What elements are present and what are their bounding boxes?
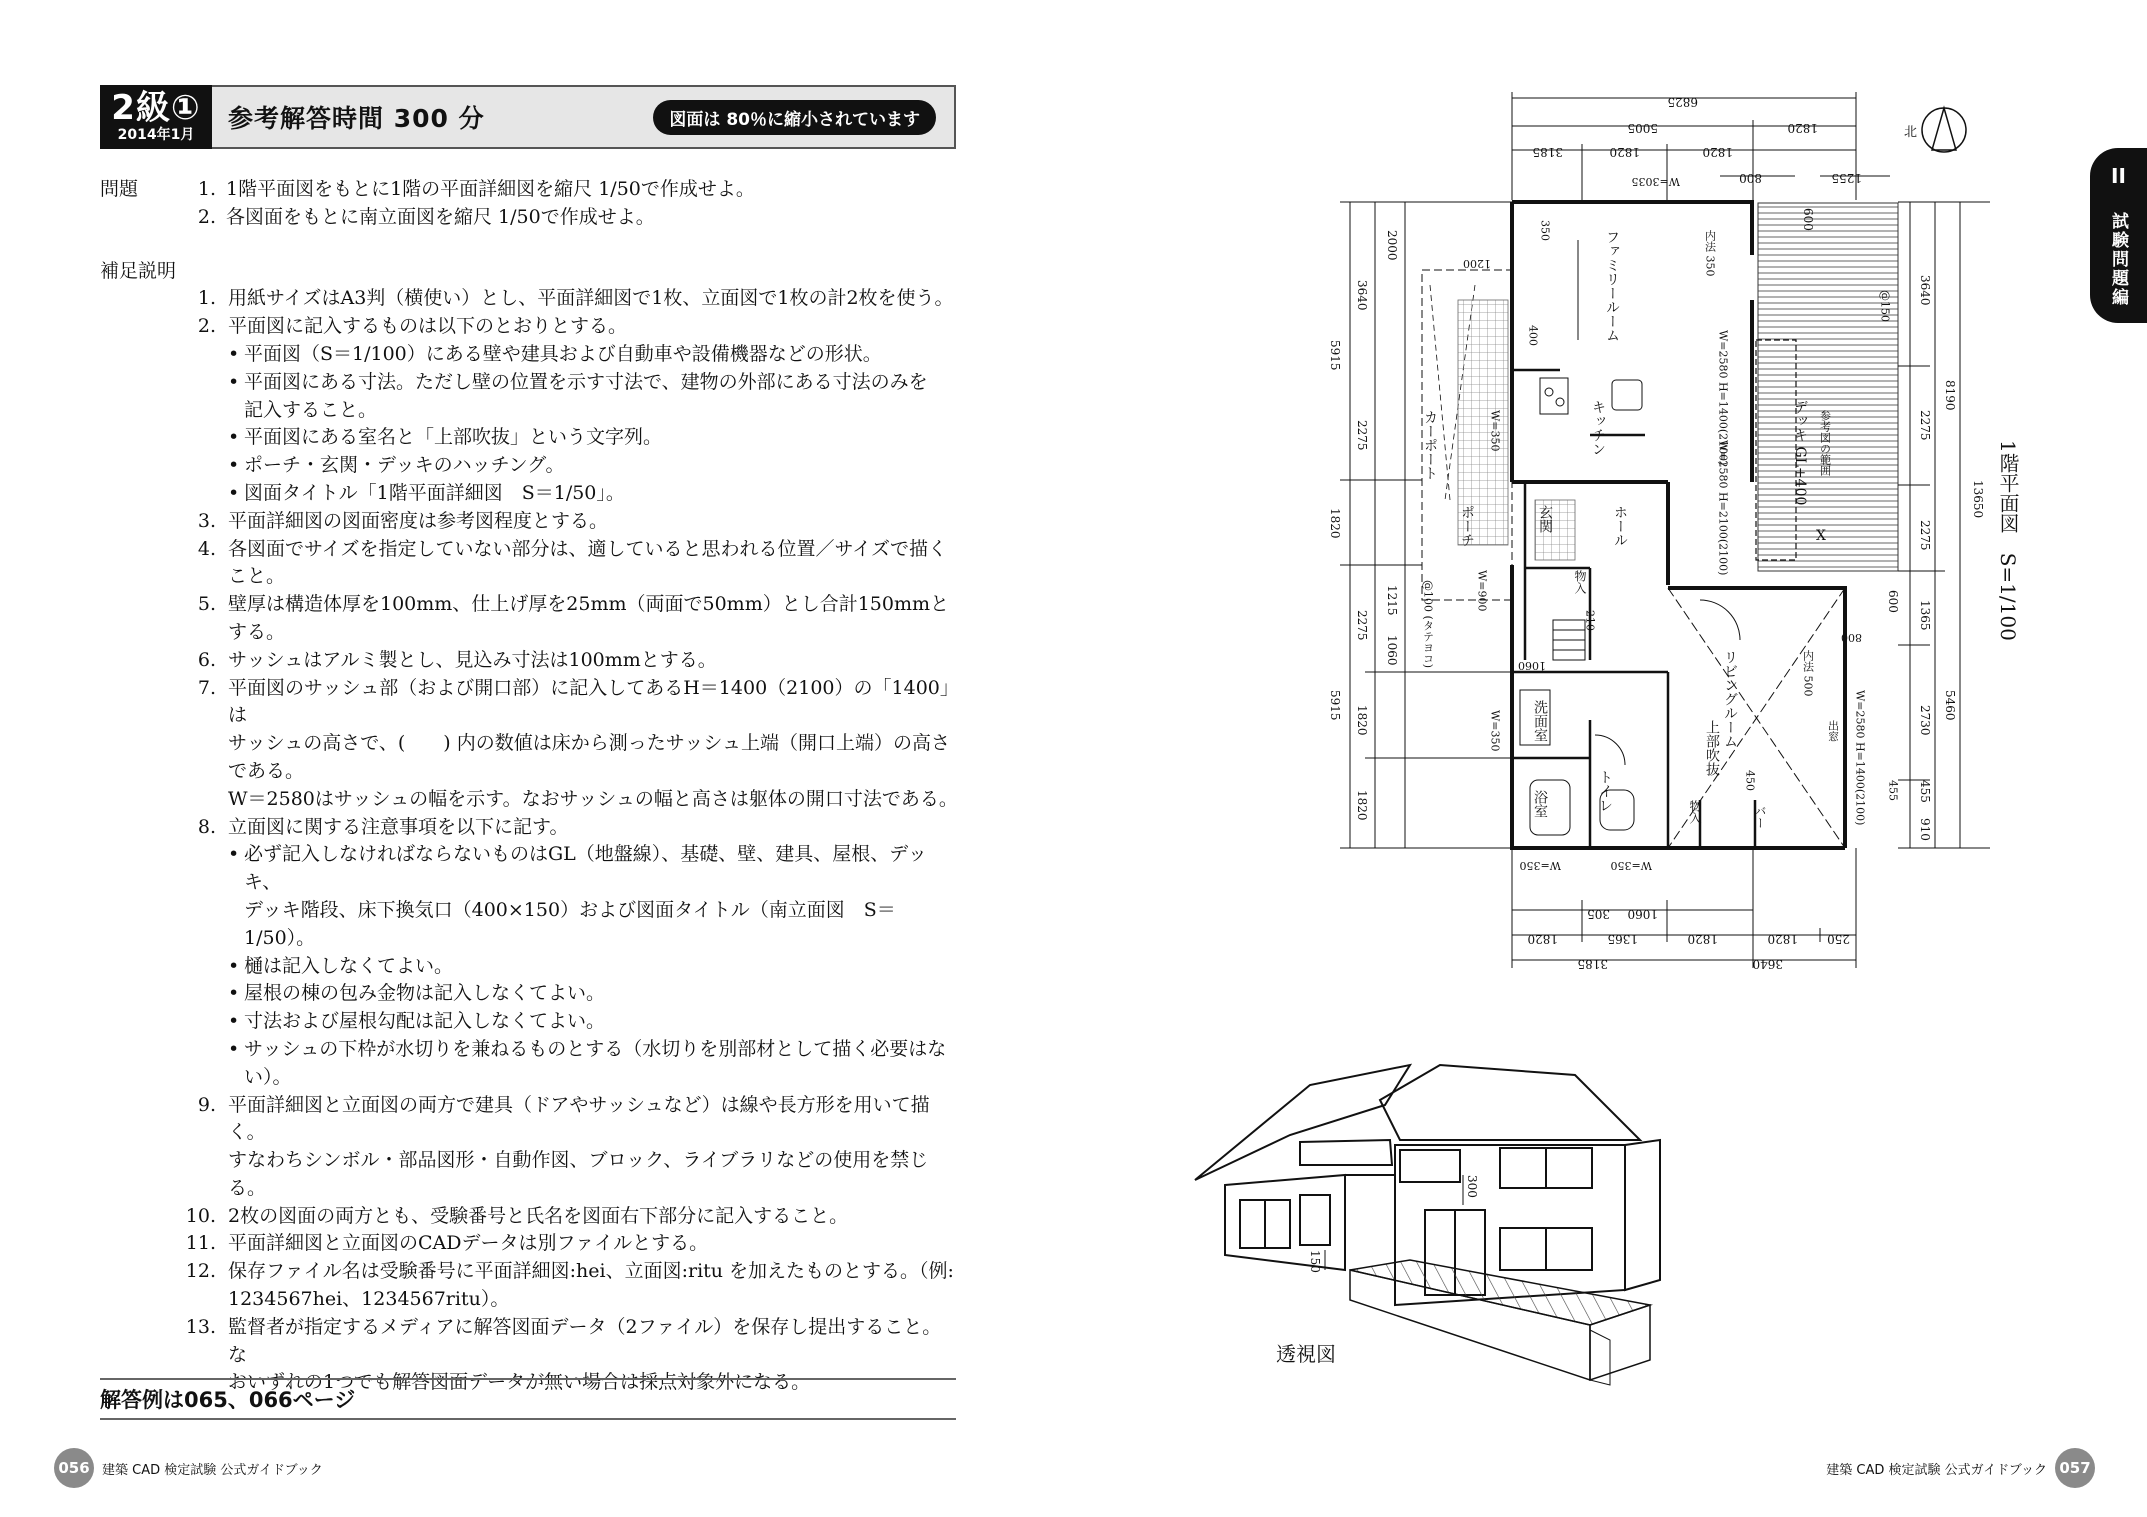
note-bullet: • 図面タイトル「1階平面詳細図 S＝1/50」。: [228, 481, 625, 504]
note-bullet: • 平面図（S＝1/100）にある壁や建具および自動車や設備機器などの形状。: [228, 342, 882, 365]
note-item: 7. 平面図のサッシュ部（および開口部）に記入してあるH＝1400（2100）の「1400」は: [197, 676, 959, 727]
svg-text:1820: 1820: [1787, 121, 1818, 135]
question-label: 問題: [100, 178, 139, 200]
note-cont: すなわちシンボル・部品図形・自動作図、ブロック、ライブラリなどの使用を禁じる。: [228, 1149, 929, 1199]
note-bullet: • 平面図にある寸法。ただし壁の位置を示す寸法で、建物の外部にある寸法のみを: [228, 370, 928, 393]
north-label: 北: [1904, 125, 1918, 140]
svg-text:455: 455: [1886, 780, 1900, 801]
book-title-right: 建築 CAD 検定試験 公式ガイドブック: [1826, 1462, 2047, 1478]
note-bullet: • 必ず記入しなければならないものはGL（地盤線）、基礎、壁、建具、屋根、デッキ、: [228, 843, 927, 894]
svg-text:W=3035: W=3035: [1631, 175, 1680, 188]
note-item: 9. 平面詳細図と立面図の両方で建具（ドアやサッシュなど）は線や長方形を用いて描く。: [197, 1093, 930, 1144]
svg-text:1215: 1215: [1385, 585, 1399, 616]
deck-range-label: 参考図の範囲: [1818, 410, 1832, 476]
svg-text:5460: 5460: [1943, 690, 1957, 721]
svg-text:W=2580 H=1400(2100): W=2580 H=1400(2100): [1853, 690, 1867, 826]
note-item: 8. 立面図に関する注意事項を以下に記す。: [197, 815, 569, 838]
svg-text:1200: 1200: [1463, 257, 1491, 270]
svg-text:450: 450: [1743, 770, 1757, 791]
svg-text:2730: 2730: [1918, 705, 1932, 736]
note-cont: W＝2580はサッシュの幅を示す。なおサッシュの幅と高さは躯体の開口寸法である。: [228, 787, 958, 810]
note-bullet-cont: 記入すること。: [244, 398, 378, 421]
svg-text:W=350: W=350: [1488, 710, 1502, 752]
note-item: 5. 壁厚は構造体厚を100mm、仕上げ厚を25mm（両面で50mm）とし合計150mmと: [197, 593, 950, 616]
exam-date: 2014年1月: [117, 127, 195, 143]
question-number: 2.: [197, 205, 216, 228]
svg-text:800: 800: [1841, 631, 1862, 644]
svg-text:400: 400: [1526, 325, 1540, 346]
svg-text:800: 800: [1739, 171, 1762, 185]
answer-reference: 解答例は065、066ページ: [100, 1378, 956, 1420]
svg-text:3640: 3640: [1918, 275, 1932, 306]
room-family: ファミリールーム: [1604, 230, 1620, 342]
svg-text:W=350: W=350: [1488, 410, 1502, 452]
room-porch: ポーチ: [1459, 505, 1475, 547]
room-storage-1: 物入: [1573, 570, 1587, 594]
svg-text:5005: 5005: [1627, 121, 1658, 135]
svg-text:1820: 1820: [1609, 145, 1640, 159]
level-label: 2級①: [111, 88, 201, 128]
note-bullet: • 平面図にある室名と「上部吹抜」という文字列。: [228, 426, 663, 449]
svg-text:1820: 1820: [1527, 932, 1558, 946]
svg-text:3640: 3640: [1752, 957, 1783, 971]
note-item: 6. サッシュはアルミ製とし、見込み寸法は100mmとする。: [197, 648, 717, 671]
bottom-dim-text: [1527, 907, 1850, 971]
deck-hatch: [1758, 203, 1898, 571]
svg-text:305: 305: [1587, 907, 1610, 921]
svg-text:1820: 1820: [1355, 705, 1369, 736]
svg-text:350: 350: [1538, 220, 1552, 241]
svg-text:@150: @150: [1878, 290, 1892, 322]
note-item: 4. 各図面でサイズを指定していない部分は、適していると思われる位置／サイズで描く: [197, 537, 947, 560]
svg-text:250: 250: [1827, 932, 1850, 946]
room-bath: 浴室: [1532, 790, 1548, 818]
svg-text:13650: 13650: [1971, 480, 1985, 519]
room-kitchen: キッチン: [1590, 400, 1606, 456]
svg-text:2275: 2275: [1918, 410, 1932, 441]
svg-text:W=2580 H=1400(2100): W=2580 H=1400(2100): [1716, 330, 1730, 466]
room-deck: デッキ GL+400: [1792, 400, 1808, 506]
note-bullet-cont: い）。: [244, 1065, 292, 1088]
svg-text:2275: 2275: [1355, 420, 1369, 451]
note-cont: おいずれの1つでも解答図面データが無い場合は採点対象外になる。: [228, 1371, 811, 1394]
svg-text:出窓: 出窓: [1826, 720, 1840, 742]
svg-text:300: 300: [1465, 1175, 1479, 1198]
room-bar: バー: [1753, 805, 1767, 829]
note-bullet: • 寸法および屋根勾配は記入しなくてよい。: [228, 1010, 606, 1033]
room-storage-2: 物入: [1688, 800, 1702, 824]
svg-text:1820: 1820: [1355, 790, 1369, 821]
note-cont: サッシュの高さで、( ) 内の数値は床から測ったサッシュ上端（開口上端）の高さ: [228, 732, 950, 755]
room-void: 上部吹抜: [1704, 720, 1720, 776]
svg-text:3185: 3185: [1577, 957, 1608, 971]
note-item: 10. 2枚の図面の両方とも、受験番号と氏名を図面右下部分に記入すること。: [185, 1204, 849, 1227]
svg-text:W=2580 H=2100(2100): W=2580 H=2100(2100): [1716, 440, 1730, 576]
svg-text:@100 (タテヨコ): @100 (タテヨコ): [1421, 580, 1435, 669]
room-entrance: 玄関: [1537, 505, 1553, 533]
svg-text:1060: 1060: [1385, 635, 1399, 666]
svg-text:910: 910: [1918, 818, 1932, 841]
svg-text:W=350: W=350: [1610, 859, 1652, 872]
svg-text:5915: 5915: [1328, 690, 1342, 721]
page-number-right: 057: [2055, 1448, 2095, 1488]
chapter-label: 試験問題編: [2108, 212, 2128, 307]
svg-text:1820: 1820: [1328, 508, 1342, 539]
page-number-left: 056: [54, 1448, 94, 1488]
svg-text:X: X: [1816, 528, 1826, 544]
bottom-dimensions: [1512, 848, 1856, 968]
svg-text:600: 600: [1886, 590, 1900, 613]
note-item: 2. 平面図に記入するものは以下のとおりとする。: [197, 315, 628, 338]
note-cont: こと。: [228, 565, 286, 588]
room-washroom: 洗面室: [1532, 700, 1548, 742]
note-bullet: • ポーチ・玄関・デッキのハッチング。: [228, 454, 565, 477]
scale-note: 図面は 80％に縮小されています: [653, 100, 936, 135]
note-cont: する。: [228, 620, 286, 643]
svg-text:1365: 1365: [1607, 932, 1638, 946]
svg-text:1060: 1060: [1627, 907, 1658, 921]
svg-text:W=900: W=900: [1475, 570, 1489, 612]
svg-text:2275: 2275: [1918, 520, 1932, 551]
notes-heading: 補足説明: [100, 259, 177, 282]
svg-text:1820: 1820: [1702, 145, 1733, 159]
svg-text:455: 455: [1918, 780, 1932, 803]
svg-text:2275: 2275: [1355, 610, 1369, 641]
north-arrow-icon: [1904, 108, 1966, 152]
svg-text:150: 150: [1308, 1250, 1322, 1273]
note-item: 11. 平面詳細図と立面図のCADデータは別ファイルとする。: [185, 1232, 709, 1255]
room-carport: カーポート: [1422, 410, 1438, 480]
svg-text:8190: 8190: [1943, 380, 1957, 411]
svg-text:1820: 1820: [1767, 932, 1798, 946]
perspective-drawing: [1195, 1065, 1660, 1385]
svg-text:W=350: W=350: [1519, 859, 1561, 872]
svg-text:1255: 1255: [1831, 171, 1862, 185]
perspective-dims: [1308, 1175, 1479, 1273]
svg-text:600: 600: [1801, 208, 1815, 231]
room-living: リビングルーム: [1722, 650, 1738, 748]
room-toilet: トイレ: [1597, 770, 1613, 812]
svg-text:3185: 3185: [1532, 145, 1563, 159]
svg-text:5915: 5915: [1328, 340, 1342, 371]
note-item: 3. 平面詳細図の図面密度は参考図程度とする。: [197, 509, 609, 532]
svg-text:内法 500: 内法 500: [1801, 650, 1815, 697]
note-bullet-cont: デッキ階段、床下換気口（400×150）および図面タイトル（南立面図 S＝1/50）。: [244, 898, 896, 949]
plan-title: 1階平面図 S=1/100: [1996, 440, 2020, 641]
room-hall: ホール: [1612, 505, 1628, 547]
note-bullet: • 樋は記入しなくてよい。: [228, 954, 454, 977]
question-body: 各図面をもとに南立面図を縮尺 1/50で作成せよ。: [226, 205, 655, 228]
reference-time: 参考解答時間 300 分: [228, 104, 485, 133]
note-cont: である。: [228, 759, 305, 782]
svg-text:6825: 6825: [1667, 95, 1698, 109]
note-bullet: • 屋根の棟の包み金物は記入しなくてよい。: [228, 982, 606, 1005]
note-bullet: • サッシュの下枠が水切りを兼ねるものとする（水切りを別部材として描く必要はな: [228, 1037, 947, 1060]
perspective-caption: 透視図: [1276, 1342, 1336, 1366]
svg-text:1060: 1060: [1518, 659, 1546, 672]
svg-text:1365: 1365: [1918, 600, 1932, 631]
chapter-number: II: [2111, 164, 2126, 188]
note-item: 1. 用紙サイズはA3判（横使い）とし、平面詳細図で1枚、立面図で1枚の計2枚を使う。: [197, 287, 954, 310]
svg-text:1820: 1820: [1687, 932, 1718, 946]
note-cont: 1234567hei、1234567ritu）。: [228, 1288, 510, 1311]
note-item: 13. 監督者が指定するメディアに解答図面データ（2ファイル）を保存し提出すること。な: [185, 1315, 942, 1366]
svg-text:内法 350: 内法 350: [1703, 230, 1717, 277]
question-number: 1.: [197, 178, 216, 200]
right-dimensions: [1898, 202, 1990, 848]
question-body: 1階平面図をもとに1階の平面詳細図を縮尺 1/50で作成せよ。: [226, 178, 755, 200]
svg-text:210: 210: [1583, 610, 1597, 631]
svg-text:2000: 2000: [1385, 230, 1399, 261]
note-item: 12. 保存ファイル名は受験番号に平面詳細図:hei、立面図:ritu を加えたものとする。（例:: [185, 1260, 954, 1283]
book-title-left: 建築 CAD 検定試験 公式ガイドブック: [102, 1462, 323, 1478]
svg-text:3640: 3640: [1355, 280, 1369, 311]
